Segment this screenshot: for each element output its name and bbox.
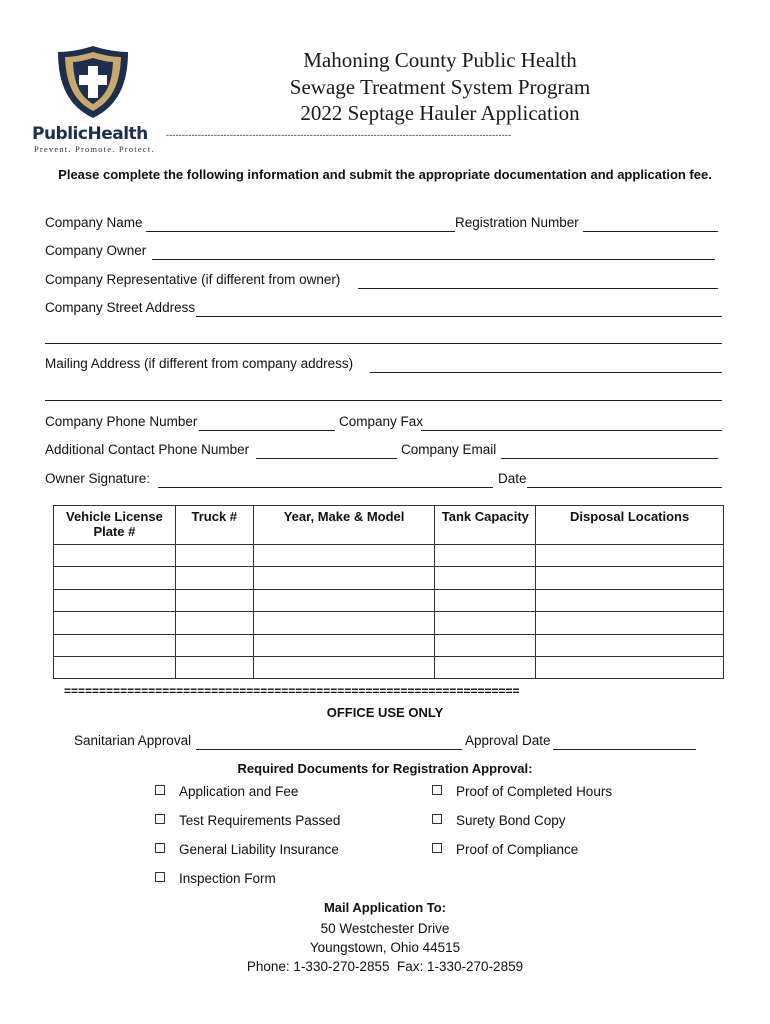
doc-label: Proof of Compliance (456, 842, 579, 857)
company-email-label: Company Email (401, 442, 497, 457)
table-cell[interactable] (54, 656, 176, 678)
company-owner-field[interactable] (152, 245, 715, 260)
doc-label: Inspection Form (179, 871, 276, 886)
table-row (54, 589, 724, 611)
table-cell[interactable] (536, 589, 724, 611)
mailing-address-field[interactable] (370, 358, 722, 373)
office-use-title: OFFICE USE ONLY (326, 705, 444, 720)
doc-label: General Liability Insurance (179, 842, 339, 857)
doc-checkbox-liability-insurance[interactable] (155, 842, 339, 857)
company-street-address-label: Company Street Address (45, 300, 196, 315)
public-health-logo (32, 44, 154, 156)
company-fax-label: Company Fax (339, 414, 424, 429)
table-cell[interactable] (253, 656, 435, 678)
company-representative-label: Company Representative (if different from owner) (45, 272, 341, 287)
column-header: Year, Make & Model (253, 506, 435, 545)
doc-label: Surety Bond Copy (456, 813, 566, 828)
company-street-address-field-2[interactable] (45, 329, 722, 344)
vehicle-table (53, 505, 724, 679)
column-header: Truck # (175, 506, 253, 545)
table-cell[interactable] (175, 612, 253, 634)
doc-checkbox-proof-compliance[interactable] (432, 842, 578, 857)
table-cell[interactable] (435, 567, 536, 589)
program-title: Sewage Treatment System Program (289, 75, 591, 99)
checkbox-icon[interactable] (155, 814, 165, 824)
table-row (54, 612, 724, 634)
company-phone-field[interactable] (199, 416, 335, 431)
table-header-row (54, 506, 724, 545)
checkbox-icon[interactable] (155, 785, 165, 795)
logo-wordmark: PublicHealth (32, 124, 148, 144)
header-separator: ------------------------------------------------------------------------------------------------------------ (166, 130, 512, 140)
doc-label: Proof of Completed Hours (456, 784, 613, 799)
table-cell[interactable] (253, 612, 435, 634)
application-title: 2022 Septage Hauler Application (300, 101, 580, 125)
company-owner-label: Company Owner (45, 243, 147, 258)
mailing-address-label: Mailing Address (if different from company address) (45, 356, 354, 371)
registration-number-field[interactable] (583, 217, 718, 232)
company-name-label: Company Name (45, 215, 143, 230)
company-representative-field[interactable] (358, 274, 718, 289)
doc-checkbox-application-fee[interactable] (155, 784, 298, 799)
table-cell[interactable] (435, 612, 536, 634)
table-cell[interactable] (435, 589, 536, 611)
table-row (54, 545, 724, 567)
doc-label: Test Requirements Passed (179, 813, 341, 828)
table-cell[interactable] (253, 545, 435, 567)
table-row (54, 567, 724, 589)
mail-phone-fax: Phone: 1-330-270-2855 Fax: 1-330-270-2859 (246, 959, 524, 974)
table-cell[interactable] (435, 634, 536, 656)
approval-date-label: Approval Date (465, 733, 551, 748)
company-name-field[interactable] (146, 217, 455, 232)
table-cell[interactable] (253, 634, 435, 656)
date-field[interactable] (527, 473, 722, 488)
sanitarian-approval-label: Sanitarian Approval (74, 733, 192, 748)
org-title: Mahoning County Public Health (303, 48, 577, 72)
doc-checkbox-surety-bond[interactable] (432, 813, 566, 828)
owner-signature-label: Owner Signature: (45, 471, 151, 486)
table-cell[interactable] (54, 589, 176, 611)
table-cell[interactable] (175, 589, 253, 611)
column-header: Tank Capacity (435, 506, 536, 545)
table-cell[interactable] (175, 634, 253, 656)
table-cell[interactable] (536, 612, 724, 634)
table-cell[interactable] (54, 567, 176, 589)
table-cell[interactable] (54, 545, 176, 567)
additional-phone-label: Additional Contact Phone Number (45, 442, 250, 457)
table-cell[interactable] (175, 545, 253, 567)
doc-checkbox-test-requirements[interactable] (155, 813, 340, 828)
table-cell[interactable] (175, 567, 253, 589)
doc-label: Application and Fee (179, 784, 299, 799)
mailing-address-field-2[interactable] (45, 386, 722, 401)
company-email-field[interactable] (501, 444, 718, 459)
table-cell[interactable] (253, 567, 435, 589)
additional-phone-field[interactable] (256, 444, 397, 459)
table-cell[interactable] (435, 545, 536, 567)
checkbox-icon[interactable] (432, 785, 442, 795)
table-cell[interactable] (54, 612, 176, 634)
table-row (54, 656, 724, 678)
checkbox-icon[interactable] (155, 843, 165, 853)
company-street-address-field[interactable] (196, 302, 722, 317)
table-row (54, 634, 724, 656)
logo-tagline: Prevent. Promote. Protect. (34, 144, 155, 154)
checkbox-icon[interactable] (432, 843, 442, 853)
company-phone-label: Company Phone Number (45, 414, 198, 429)
column-header: Disposal Locations (536, 506, 724, 545)
checkbox-icon[interactable] (155, 872, 165, 882)
shield-cross-icon (54, 44, 132, 120)
registration-number-label: Registration Number (455, 215, 579, 230)
sanitarian-approval-field[interactable] (196, 735, 462, 750)
table-cell[interactable] (253, 589, 435, 611)
required-documents-title: Required Documents for Registration Approval: (237, 761, 533, 776)
mail-title: Mail Application To: (323, 900, 447, 915)
instructions: Please complete the following information and submit the appropriate documentation and application fee. (58, 167, 712, 182)
table-cell[interactable] (536, 656, 724, 678)
approval-date-field[interactable] (553, 735, 696, 750)
table-cell[interactable] (175, 656, 253, 678)
mail-street: 50 Westchester Drive (320, 921, 450, 936)
table-cell[interactable] (536, 634, 724, 656)
table-cell[interactable] (536, 545, 724, 567)
doc-checkbox-inspection-form[interactable] (155, 871, 276, 886)
doc-checkbox-completed-hours[interactable] (432, 784, 612, 799)
checkbox-icon[interactable] (432, 814, 442, 824)
owner-signature-field[interactable] (158, 473, 493, 488)
table-cell[interactable] (536, 567, 724, 589)
office-divider: ================================================================= (64, 684, 520, 698)
column-header: Vehicle License Plate # (54, 506, 176, 545)
table-cell[interactable] (435, 656, 536, 678)
date-label: Date (498, 471, 527, 486)
company-fax-field[interactable] (421, 416, 722, 431)
table-cell[interactable] (54, 634, 176, 656)
mail-city: Youngstown, Ohio 44515 (309, 940, 461, 955)
